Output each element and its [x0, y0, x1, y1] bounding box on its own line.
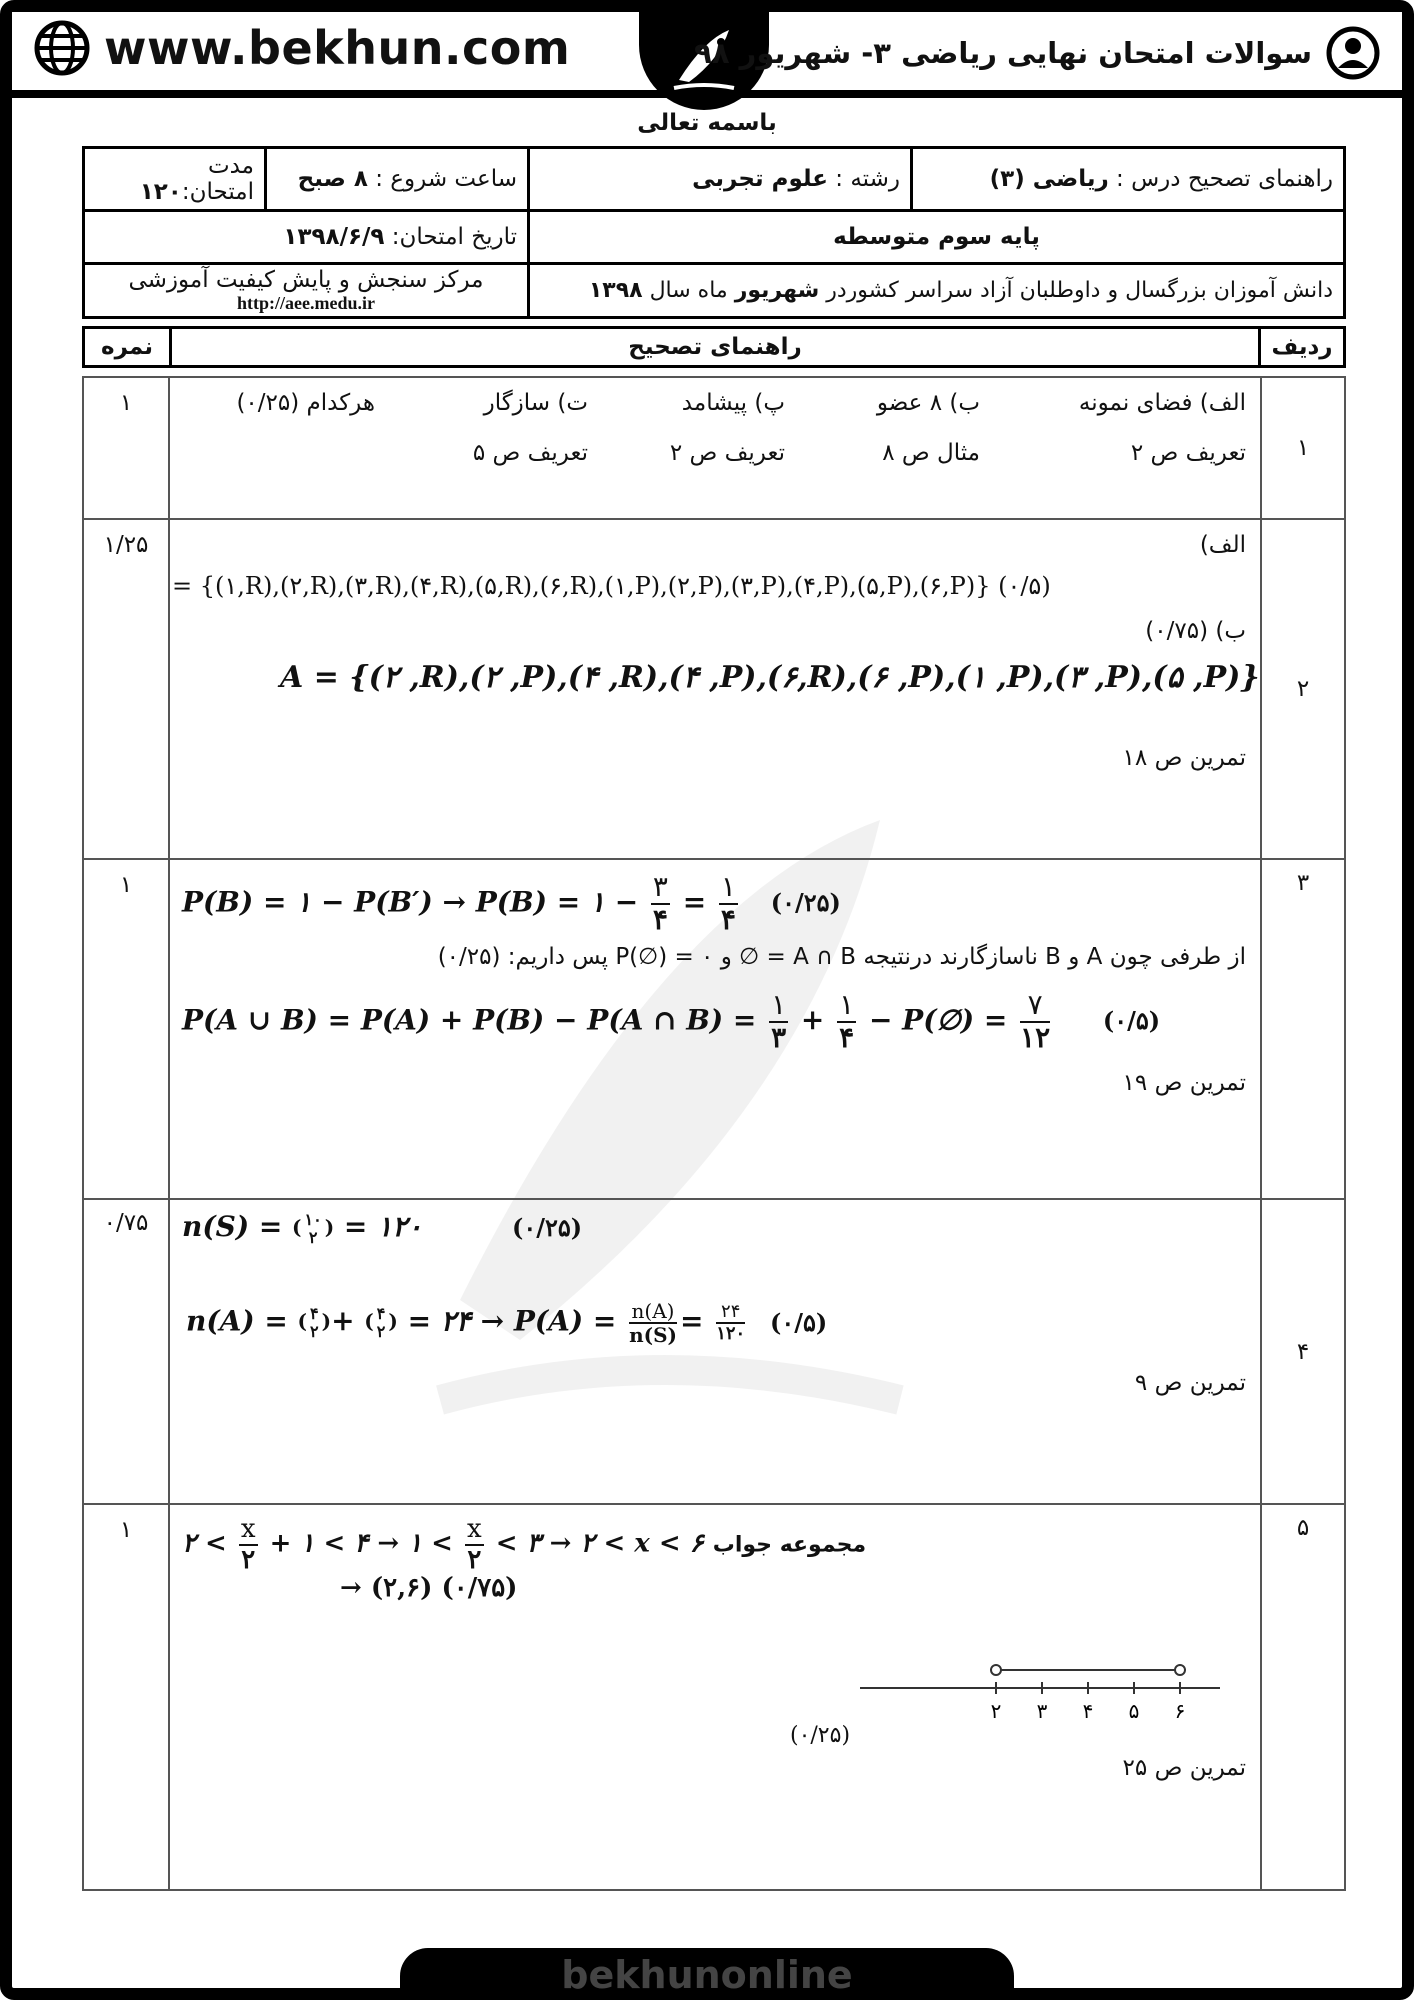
tick-label: ۳ [1036, 1699, 1048, 1723]
audience-cell: دانش آموزان بزرگسال و داوطلبان آزاد سراسر کشوردر شهریور ماه سال ۱۳۹۸ [529, 264, 1345, 318]
tick-label: ۲ [990, 1699, 1002, 1723]
table-row [83, 377, 1345, 519]
question-score: ۱ [83, 377, 169, 519]
question-score: ۱ [83, 1504, 169, 1890]
number-line [860, 1650, 1220, 1740]
score-header: نمره [84, 328, 171, 367]
answer-b-ref: مثال ص ۸ [882, 440, 980, 466]
part-a-label: الف) [1199, 532, 1246, 558]
interval-answer: → (۲,۶) (۰/۷۵) [340, 1573, 518, 1603]
answer-body [169, 1504, 1261, 1890]
graph-score: (۰/۲۵) [790, 1723, 851, 1748]
exam-title [694, 26, 1380, 80]
user-icon [1326, 26, 1380, 80]
start-cell: ساعت شروع : ۸ صبح [266, 148, 529, 211]
answer-b: ب) ۸ عضو [876, 390, 980, 416]
question-score: ۱ [83, 859, 169, 1199]
site-link[interactable] [34, 20, 570, 76]
answers-header [82, 326, 1346, 368]
answer-body [169, 377, 1261, 519]
question-number: ۲ [1261, 519, 1345, 859]
answer-body [169, 1199, 1261, 1504]
exam-info-table [82, 146, 1346, 319]
answer-a-ref: تعریف ص ۲ [1130, 440, 1246, 466]
duration-cell: مدت امتحان:۱۲۰ [84, 148, 266, 211]
table-row [83, 1199, 1345, 1504]
question-number: ۳ [1261, 859, 1345, 1199]
sample-space-set: = {(۱,R),(۲,R),(۳,R),(۴,R),(۵,R),(۶,R),(۱,P),(۲,P),(۳,P),(۴,P),(۵,P),(۶,P)} (۰/۵) [172, 572, 1051, 600]
globe-icon [34, 20, 90, 76]
exercise-ref: تمرین ص ۱۸ [1122, 745, 1246, 771]
tick-label: ۴ [1082, 1699, 1094, 1723]
event-a-set: A = {(۲ ,R),(۲ ,P),(۴ ,R),(۴ ,P),(۶,R),(۶ ,P),(۱ ,P),(۳ ,P),(۵ ,P)} [280, 660, 1260, 695]
formula-union: P(A ∪ B) = P(A) + P(B) − P(A ∩ B) = $\frac{۱}{۳}$ + $\frac{۱}{۴}$ − P(∅) = $\frac{۷}{۱۲}$ (۰/۵) [182, 988, 1161, 1054]
question-score: ۱/۲۵ [83, 519, 169, 859]
answer-body [169, 859, 1261, 1199]
subject-cell: راهنمای تصحیح درس : ریاضی (۳) [912, 148, 1345, 211]
answer-body [169, 519, 1261, 859]
question-number: ۵ [1261, 1504, 1345, 1890]
grade-cell: پایه سوم متوسطه [529, 211, 1345, 264]
bottom-social-bar[interactable]: bekhunonline [400, 1948, 1014, 1996]
question-score: ۰/۷۵ [83, 1199, 169, 1504]
bismillah: باسمه تعالی [637, 110, 777, 136]
table-row [83, 859, 1345, 1199]
formula-complement: P(B) = ۱ − P(B′) → P(B) = ۱ − $\frac{۳}{۴}$ = $\frac{۱}{۴}$ (۰/۲۵) [182, 870, 841, 936]
disjoint-note: از طرفی چون A و B ناسازگارند درنتیجه A ∩ B = ∅ و P(∅) = ۰ پس داریم: (۰/۲۵) [437, 944, 1246, 970]
tick-label: ۵ [1128, 1699, 1140, 1723]
answer-d: ت) سازگار [483, 390, 588, 416]
answer-c-ref: تعریف ص ۲ [669, 440, 785, 466]
inequality: ۲ < $\frac{x}{۲}$ + ۱ < ۴ → ۱ < $\frac{x}{۲}$ < ۳ → ۲ < x < ۶ مجموعه جواب [182, 1514, 867, 1575]
formula-na: n(A) = ( ۴ ۲ )+ ( ۴ ۲ ) = ۲۴ → P(A) = $\frac{n(A)}{n(S)}$ = $\frac{۲۴}{۱۲۰}$ (۰/۵) [186, 1299, 828, 1347]
each-score: هرکدام (۰/۲۵) [236, 390, 375, 416]
open-endpoint-left [991, 1665, 1001, 1675]
question-number: ۴ [1261, 1199, 1345, 1504]
answer-d-ref: تعریف ص ۵ [472, 440, 588, 466]
exam-title-text: سوالات امتحان نهایی ریاضی ۳- شهریور ۹۸ [694, 36, 1312, 70]
open-endpoint-right [1175, 1665, 1185, 1675]
answer-c: پ) پیشامد [681, 390, 785, 416]
tick-label: ۶ [1174, 1699, 1186, 1723]
formula-ns: n(S) = ( ۱۰ ۲ ) = ۱۲۰ (۰/۲۵) [182, 1209, 583, 1247]
center-cell: مرکز سنجش و پایش کیفیت آموزشی http://aee.medu.ir [84, 264, 529, 318]
guide-header: راهنمای تصحیح [171, 328, 1260, 367]
question-number: ۱ [1261, 377, 1345, 519]
exercise-ref: تمرین ص ۱۹ [1122, 1070, 1246, 1096]
field-cell: رشته : علوم تجربی [529, 148, 912, 211]
answers-table [82, 376, 1346, 1891]
row-header: ردیف [1260, 328, 1345, 367]
date-cell: تاریخ امتحان: ۱۳۹۸/۶/۹ [84, 211, 529, 264]
exercise-ref: تمرین ص ۲۵ [1122, 1755, 1246, 1781]
site-url: www.bekhun.com [104, 21, 571, 75]
exercise-ref: تمرین ص ۹ [1134, 1370, 1246, 1396]
center-url[interactable]: http://aee.medu.ir [237, 293, 375, 313]
part-b-label: ب) (۰/۷۵) [1145, 618, 1246, 644]
top-bar [12, 12, 1402, 98]
table-row [83, 519, 1345, 859]
table-row [83, 1504, 1345, 1890]
answer-a: الف) فضای نمونه [1078, 390, 1246, 416]
